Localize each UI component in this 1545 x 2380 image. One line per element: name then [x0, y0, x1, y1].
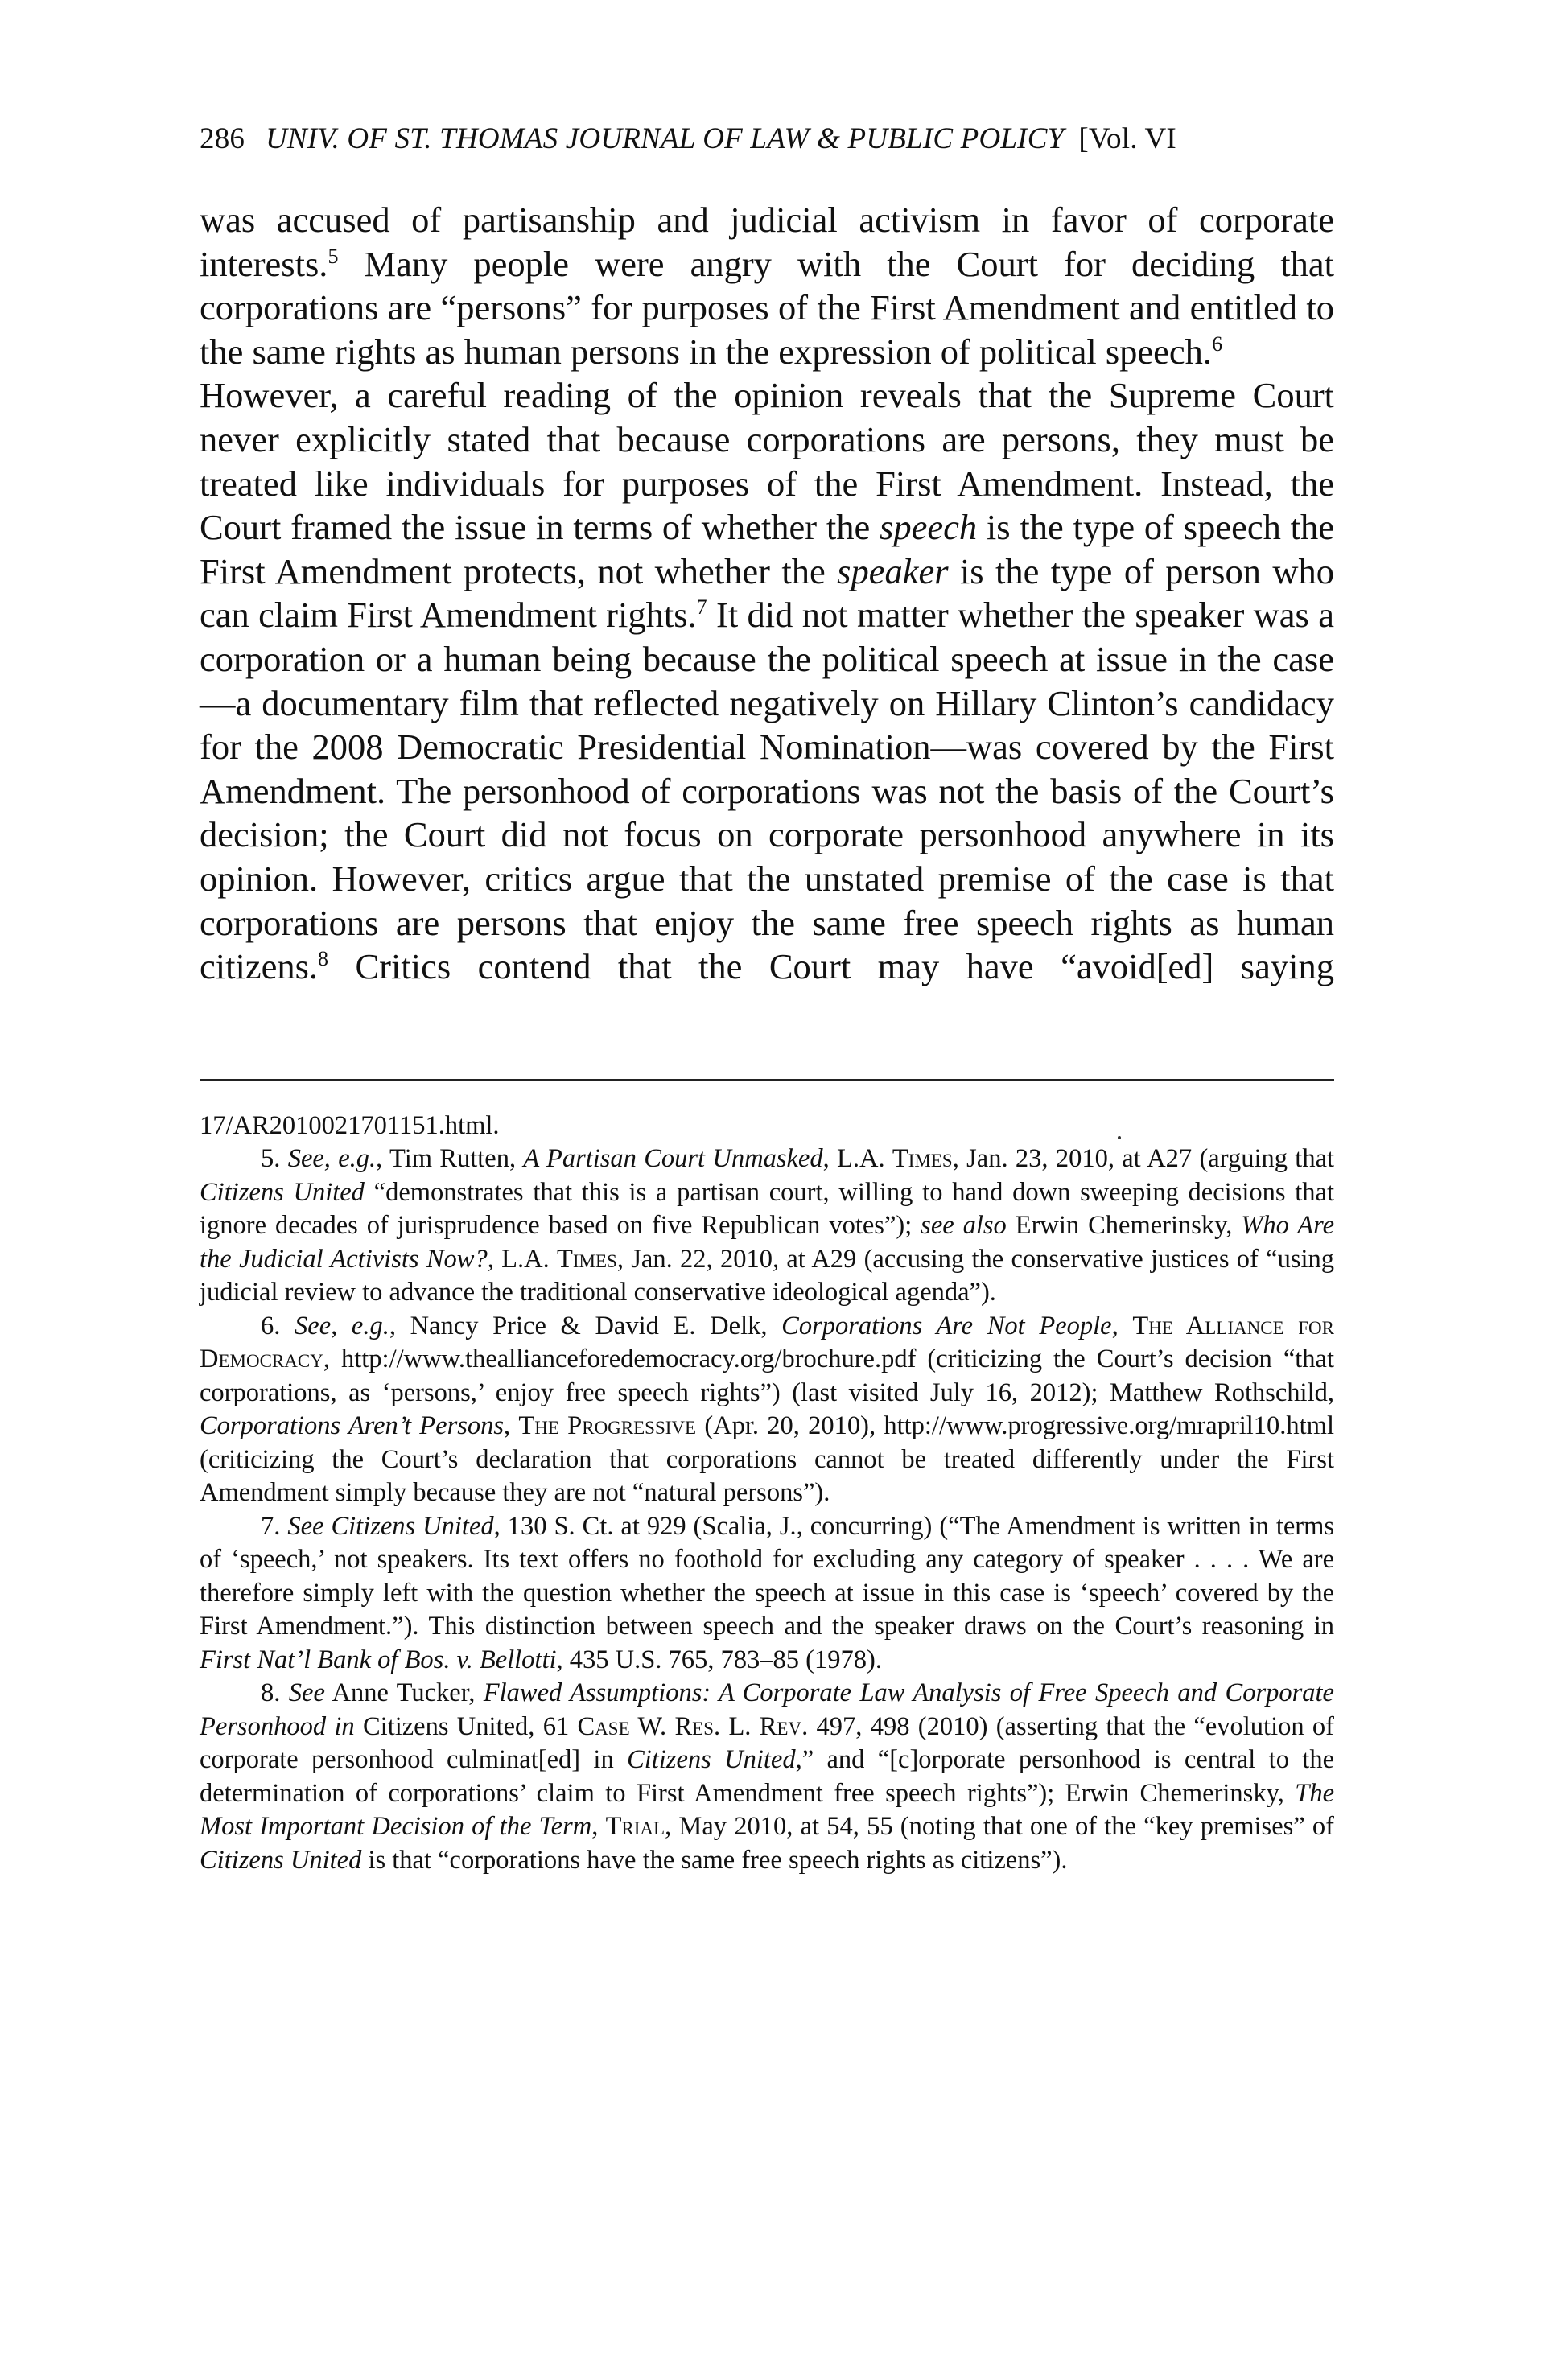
publication: Times: [892, 1144, 953, 1174]
text-run: Many people were angry with the Court for deciding that corporations are “persons” for purposes of the First Amendment and entitled to the same rights as human persons in the expression of political speech.: [200, 243, 1334, 372]
text-run: (Apr. 20, 2010), http://www.progressive.org/mrapril10.html (criticizing the Court’s declaration that corporations cannot be treated differently under the First Amendment simply because they are not “natural persons”).: [200, 1411, 1334, 1508]
case-name: Citizens United: [354, 1711, 529, 1741]
cited-title: A Partisan Court Unmasked: [523, 1144, 823, 1174]
signal: see also: [921, 1211, 1007, 1241]
cited-title: Corporations Aren’t Persons: [200, 1411, 505, 1441]
case-name: Citizens United: [331, 1511, 494, 1541]
text-run: However, a careful reading of the opinion reveals that the Supreme Court never explicitly stated that because corporations are persons, they must be treated like individuals for purposes of the First Amendment. Instead, the Court framed the issue in terms of whether the: [200, 375, 1334, 548]
scan-speck: [1118, 1136, 1121, 1139]
publication: Times: [557, 1244, 617, 1274]
text-run: was accused of partisanship and judicial activism in favor of corporate interests.: [200, 200, 1334, 284]
paragraph-2: [200, 373, 1334, 988]
cited-title: Flawed Assumptions: A Corporate Law Analysis of Free Speech and Corporate Personhood in: [200, 1678, 1334, 1741]
footnote-ref-6[interactable]: 6: [1212, 331, 1223, 356]
case-name: Citizens United: [627, 1745, 796, 1775]
footnote-number: 8.: [261, 1678, 281, 1708]
text-run: “demonstrates that this is a partisan court, willing to hand down sweeping decisions that ignore decades of jurisprudence based on five Republican votes”);: [200, 1177, 1334, 1241]
text-run: , 130 S. Ct. at 929 (Scalia, J., concurring) (“The Amendment is written in terms of ‘speech,’ not speakers. Its text offers no foothold for excluding any category of speaker . . . . We are therefore simply left with the question whether the speech at issue in this case is ‘speech’ covered by the First Amendment.”). This distinction between speech and the speaker draws on the Court’s reasoning in: [200, 1511, 1335, 1641]
text-run: Anne Tucker,: [324, 1678, 484, 1708]
footnote-6: [200, 1310, 1334, 1510]
paragraph-1: [200, 198, 1334, 373]
footnote-carryover: 17/AR2010021701151.html.: [200, 1110, 500, 1140]
text-run: ,: [591, 1812, 606, 1842]
footnote-7: [200, 1510, 1334, 1678]
footnotes: [200, 1110, 1334, 1878]
publication: The Progressive: [518, 1411, 697, 1441]
footnote-5: [200, 1143, 1334, 1310]
text-run: , Nancy Price & David E. Delk,: [389, 1311, 782, 1340]
text-run: 497, 498 (2010) (asserting that the “evolution of corporate personhood culminat[ed] in: [200, 1711, 1335, 1775]
journal-title: UNIV. OF ST. THOMAS JOURNAL OF LAW & PUBLIC POLICY: [266, 122, 1065, 155]
text-run: , Jan. 23, 2010, at A27 (arguing that: [952, 1144, 1335, 1174]
signal: See, e.g.: [287, 1144, 377, 1174]
text-run: , 435 U.S. 765, 783–85 (1978).: [556, 1645, 882, 1674]
cited-title: Corporations Are Not People: [781, 1311, 1112, 1340]
text-run: , http://www.theallianceforedemocracy.org/brochure.pdf (criticizing the Court’s decision “that corporations, as ‘persons,’ enjoy free speech rights”) (last visited July 16, 2012); Matthew Rothschild,: [200, 1344, 1334, 1407]
text-run: , 61: [528, 1711, 578, 1741]
footnote-number: 7.: [261, 1511, 281, 1541]
text-run: Critics contend that the Court may have “avoid[ed] saying: [328, 946, 1334, 987]
footnote-number: 6.: [261, 1311, 281, 1340]
footnote-separator: [200, 1079, 1334, 1081]
text-run: ,: [504, 1411, 519, 1441]
footnote-ref-7[interactable]: 7: [696, 595, 707, 620]
running-header: [200, 121, 1334, 158]
emphasis-speech: speech: [880, 507, 978, 548]
signal: See, e.g.: [295, 1311, 389, 1340]
footnote-ref-8[interactable]: 8: [318, 947, 329, 971]
footnote-ref-5[interactable]: 5: [328, 244, 339, 268]
text-run: , L.A.: [487, 1244, 558, 1274]
text-run: , Jan. 22, 2010, at A29 (accusing the conservative justices of “using judicial review to advance the traditional conservative ideological agenda”).: [200, 1244, 1335, 1307]
text-run: ,” and “[c]orporate personhood is central to the determination of corporations’ claim to First Amendment free speech rights”); Erwin Chemerinsky,: [200, 1745, 1334, 1808]
signal: See: [288, 1678, 325, 1708]
text-run: is the type of speech the First Amendment protects, not whether the: [200, 507, 1335, 591]
text-run: is the type of person who can claim First Amendment rights.: [200, 550, 1334, 636]
text-run: , May 2010, at 54, 55 (noting that one of the “key premises” of: [665, 1812, 1334, 1842]
footnote-8: [200, 1677, 1334, 1877]
cited-title: Who Are the Judicial Activists Now?: [200, 1211, 1334, 1274]
document-page: [200, 121, 1334, 1877]
publication: Case W. Res. L. Rev.: [577, 1711, 809, 1741]
text-run: , L.A.: [822, 1144, 892, 1174]
main-text: [200, 198, 1334, 989]
text-run: is that “corporations have the same free speech rights as citizens”).: [361, 1845, 1068, 1875]
publication: The Alliance for Democracy: [200, 1311, 1334, 1374]
page-number: 286: [200, 122, 245, 155]
case-name: Citizens United: [200, 1177, 365, 1207]
signal: See: [287, 1511, 324, 1541]
emphasis-speaker: speaker: [837, 550, 949, 591]
case-name: Citizens United: [200, 1845, 362, 1875]
publication: Trial: [605, 1812, 665, 1842]
text-run: Erwin Chemerinsky,: [1006, 1211, 1242, 1241]
case-name: First Nat’l Bank of Bos. v. Bellotti: [200, 1645, 557, 1674]
cited-title: The Most Important Decision of the Term: [200, 1778, 1334, 1842]
text-run: ,: [1111, 1311, 1133, 1340]
text-run: It did not matter whether the speaker was a corporation or a human being because the political speech at issue in the case—a documentary film that reflected negatively on Hillary Clinton’s candidacy for the 2008 Democratic Presidential Nomination—was covered by the First Amendment. The personhood of corporations was not the basis of the Court’s decision; the Court did not focus on corporate personhood anywhere in its opinion. However, critics argue that the unstated premise of the case is that corporations are persons that enjoy the same free speech rights as human citizens.: [200, 595, 1334, 987]
text-run: , Tim Rutten,: [376, 1144, 524, 1174]
footnote-number: 5.: [261, 1144, 281, 1174]
volume-label: [Vol. VI: [1078, 122, 1176, 155]
